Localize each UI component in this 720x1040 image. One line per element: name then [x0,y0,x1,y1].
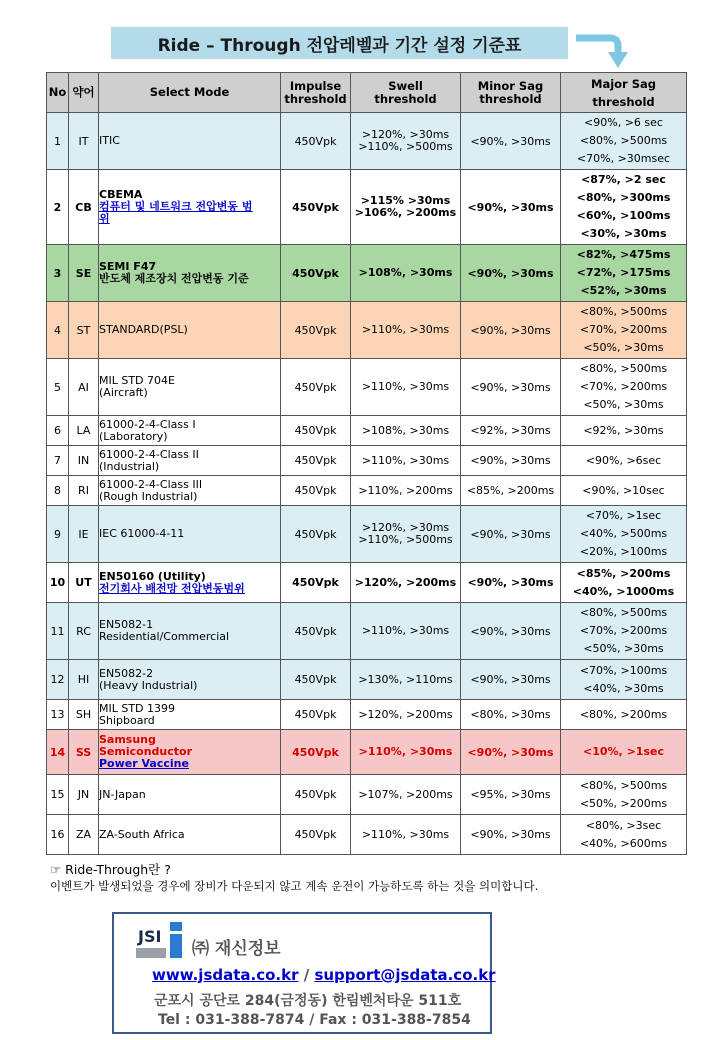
table-row [47,359,687,416]
row-minor-sag: <90%, >30ms [461,170,561,245]
table-row [47,563,687,603]
row-major-sag: <80%, >200ms [561,700,687,730]
row-minor-sag: <90%, >30ms [461,563,561,603]
row-swell: >120%, >30ms >110%, >500ms [351,506,461,563]
ride-through-table [46,72,687,855]
row-major-sag: <90%, >6sec [561,446,687,476]
row-major-sag: <80%, >500ms <70%, >200ms <50%, >30ms [561,359,687,416]
row-number: 7 [47,446,69,476]
row-minor-sag: <90%, >30ms [461,660,561,700]
row-minor-sag: <92%, >30ms [461,416,561,446]
row-minor-sag: <90%, >30ms [461,245,561,302]
table-row [47,730,687,775]
row-mode: EN5082-1 Residential/Commercial [99,603,281,660]
website-link[interactable]: www.jsdata.co.kr [152,966,299,984]
row-swell: >110%, >30ms [351,815,461,855]
row-abbr: JN [69,775,99,815]
row-abbr: LA [69,416,99,446]
row-abbr: UT [69,563,99,603]
row-number: 9 [47,506,69,563]
table-row [47,113,687,170]
page-title: Ride – Through 전압레벨과 기간 설정 기준표 [111,27,568,59]
row-major-sag: <10%, >1sec [561,730,687,775]
header-major-sag: Major Sag threshold [561,73,687,113]
header-swell: Swell threshold [351,73,461,113]
row-number: 10 [47,563,69,603]
row-number: 3 [47,245,69,302]
row-impulse: 450Vpk [281,476,351,506]
row-minor-sag: <90%, >30ms [461,113,561,170]
note-answer: 이벤트가 발생되었을 경우에 장비가 다운되지 않고 계속 운전이 가능하도록 하는 것을 의미합니다. [50,879,539,893]
table-row [47,476,687,506]
row-mode: ITIC [99,113,281,170]
row-number: 13 [47,700,69,730]
row-minor-sag: <85%, >200ms [461,476,561,506]
row-number: 5 [47,359,69,416]
table-row [47,603,687,660]
row-abbr: AI [69,359,99,416]
row-impulse: 450Vpk [281,245,351,302]
row-swell: >110%, >30ms [351,359,461,416]
row-number: 14 [47,730,69,775]
row-mode: EN50160 (Utility) 전기회사 배전망 전압변동범위 [99,563,281,603]
row-swell: >115% >30ms >106%, >200ms [351,170,461,245]
row-impulse: 450Vpk [281,359,351,416]
row-major-sag: <80%, >500ms <70%, >200ms <50%, >30ms [561,302,687,359]
row-abbr: RC [69,603,99,660]
row-major-sag: <80%, >3sec <40%, >600ms [561,815,687,855]
row-impulse: 450Vpk [281,170,351,245]
row-minor-sag: <90%, >30ms [461,446,561,476]
row-impulse: 450Vpk [281,603,351,660]
row-major-sag: <90%, >10sec [561,476,687,506]
row-impulse: 450Vpk [281,113,351,170]
header-no: No [47,73,69,113]
row-impulse: 450Vpk [281,416,351,446]
row-mode: 61000-2-4-Class II (Industrial) [99,446,281,476]
company-name: ㈜ 재신정보 [192,939,281,959]
row-impulse: 450Vpk [281,815,351,855]
row-minor-sag: <80%, >30ms [461,700,561,730]
row-impulse: 450Vpk [281,660,351,700]
row-minor-sag: <90%, >30ms [461,730,561,775]
row-swell: >120%, >200ms [351,563,461,603]
row-major-sag: <85%, >200ms <40%, >1000ms [561,563,687,603]
row-abbr: ST [69,302,99,359]
row-major-sag: <80%, >500ms <50%, >200ms [561,775,687,815]
contact-links [152,966,496,984]
row-abbr: IT [69,113,99,170]
header-abbr: 약어 [69,73,99,113]
row-mode: Samsung Semiconductor Power Vaccine [99,730,281,775]
row-abbr: CB [69,170,99,245]
link-separator: / [298,966,315,984]
row-mode: JN-Japan [99,775,281,815]
table-row [47,775,687,815]
table-row [47,302,687,359]
row-minor-sag: <90%, >30ms [461,359,561,416]
header-minor-sag: Minor Sag threshold [461,73,561,113]
company-address: 군포시 공단로 284(금정동) 한림벤처타운 511호 [154,993,462,1009]
row-major-sag: <80%, >500ms <70%, >200ms <50%, >30ms [561,603,687,660]
row-impulse: 450Vpk [281,775,351,815]
table-row [47,506,687,563]
row-minor-sag: <95%, >30ms [461,775,561,815]
company-phone: Tel : 031-388-7874 / Fax : 031-388-7854 [158,1012,471,1028]
header-mode: Select Mode [99,73,281,113]
row-swell: >110%, >30ms [351,730,461,775]
email-link[interactable]: support@jsdata.co.kr [314,966,496,984]
table-row [47,416,687,446]
row-swell: >110%, >30ms [351,446,461,476]
table-row [47,170,687,245]
row-mode: IEC 61000-4-11 [99,506,281,563]
row-number: 12 [47,660,69,700]
row-major-sag: <92%, >30ms [561,416,687,446]
row-swell: >108%, >30ms [351,416,461,446]
row-abbr: IE [69,506,99,563]
company-logo [136,922,182,958]
table-header [47,73,687,113]
row-mode: STANDARD(PSL) [99,302,281,359]
arrow-down-right-icon [572,30,632,70]
row-major-sag: <87%, >2 sec <80%, >300ms <60%, >100ms <30%, >30ms [561,170,687,245]
row-number: 16 [47,815,69,855]
row-mode: CBEMA 컴퓨터 및 네트워크 전압변동 범 위 [99,170,281,245]
row-swell: >107%, >200ms [351,775,461,815]
table-row [47,660,687,700]
row-abbr: RI [69,476,99,506]
row-mode: ZA-South Africa [99,815,281,855]
row-swell: >130%, >110ms [351,660,461,700]
row-number: 2 [47,170,69,245]
row-abbr: HI [69,660,99,700]
row-swell: >120%, >200ms [351,700,461,730]
header-impulse: Impulse threshold [281,73,351,113]
row-abbr: ZA [69,815,99,855]
row-number: 8 [47,476,69,506]
row-major-sag: <70%, >1sec <40%, >500ms <20%, >100ms [561,506,687,563]
row-impulse: 450Vpk [281,506,351,563]
row-number: 11 [47,603,69,660]
row-minor-sag: <90%, >30ms [461,302,561,359]
row-major-sag: <90%, >6 sec <80%, >500ms <70%, >30msec [561,113,687,170]
row-minor-sag: <90%, >30ms [461,506,561,563]
row-impulse: 450Vpk [281,700,351,730]
row-mode: SEMI F47 반도체 제조장치 전압변동 기준 [99,245,281,302]
svg-text:JSI: JSI [138,927,162,946]
row-minor-sag: <90%, >30ms [461,603,561,660]
row-abbr: IN [69,446,99,476]
row-mode: 61000-2-4-Class III (Rough Industrial) [99,476,281,506]
row-swell: >108%, >30ms [351,245,461,302]
table-row [47,446,687,476]
row-abbr: SH [69,700,99,730]
row-impulse: 450Vpk [281,563,351,603]
row-abbr: SE [69,245,99,302]
row-major-sag: <82%, >475ms <72%, >175ms <52%, >30ms [561,245,687,302]
row-mode: MIL STD 1399 Shipboard [99,700,281,730]
row-impulse: 450Vpk [281,730,351,775]
row-impulse: 450Vpk [281,302,351,359]
row-number: 15 [47,775,69,815]
row-major-sag: <70%, >100ms <40%, >30ms [561,660,687,700]
row-swell: >120%, >30ms >110%, >500ms [351,113,461,170]
note-question: ☞ Ride-Through란 ? [50,862,171,877]
row-minor-sag: <90%, >30ms [461,815,561,855]
row-number: 4 [47,302,69,359]
row-abbr: SS [69,730,99,775]
table-row [47,700,687,730]
row-impulse: 450Vpk [281,446,351,476]
row-mode: EN5082-2 (Heavy Industrial) [99,660,281,700]
company-card [112,912,496,1034]
row-swell: >110%, >200ms [351,476,461,506]
row-mode: MIL STD 704E (Aircraft) [99,359,281,416]
row-swell: >110%, >30ms [351,603,461,660]
row-number: 1 [47,113,69,170]
table-row [47,815,687,855]
row-number: 6 [47,416,69,446]
row-mode: 61000-2-4-Class I (Laboratory) [99,416,281,446]
table-row [47,245,687,302]
row-swell: >110%, >30ms [351,302,461,359]
